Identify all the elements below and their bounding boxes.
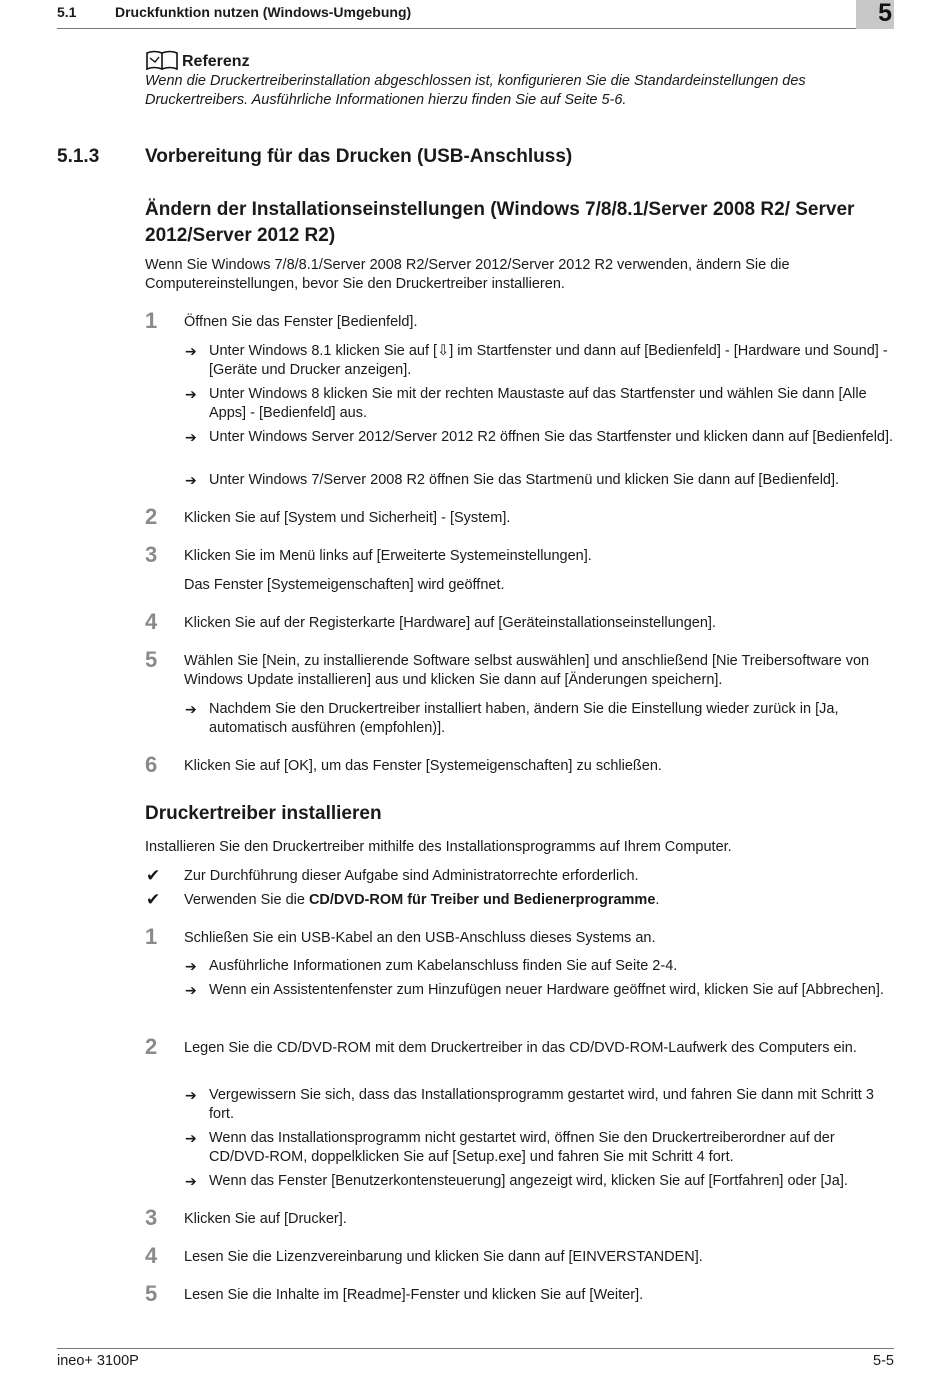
step-number: 5: [145, 1281, 158, 1306]
requirement-text: Zur Durchführung dieser Aufgabe sind Administratorrechte erforderlich.: [184, 868, 639, 884]
sub-step-text: Unter Windows Server 2012/Server 2012 R2 öffnen Sie das Startfenster und klicken dann auf [Bedienfeld].: [209, 429, 894, 445]
step-number: 1: [145, 924, 158, 949]
step-text: Klicken Sie im Menü links auf [Erweiterte Systemeinstellungen].: [184, 548, 592, 564]
reference-note: [145, 47, 885, 110]
step-text: Klicken Sie auf [OK], um das Fenster [Systemeigenschaften] zu schließen.: [184, 758, 662, 774]
subsection-title-install-driver: Druckertreiber installieren: [145, 803, 382, 824]
step-note: Das Fenster [Systemeigenschaften] wird geöffnet.: [184, 577, 505, 593]
sub-step-text: Unter Windows 8.1 klicken Sie auf [⇩] im Startfenster und dann auf [Bedienfeld] - [Hardware und Sound] - [Geräte und Drucker anzeigen].: [209, 343, 888, 378]
book-reference-icon: [145, 49, 181, 71]
step-text: Schließen Sie ein USB-Kabel an den USB-Anschluss dieses Systems an.: [184, 930, 656, 946]
requirement-text-bold: CD/DVD-ROM für Treiber und Bedienerprogramme: [308, 892, 656, 908]
arrow-icon: ➔: [185, 982, 197, 998]
section-title: Vorbereitung für das Drucken (USB-Anschluss): [145, 146, 573, 167]
step-number: 2: [145, 504, 158, 529]
sub-step-text: Wenn das Installationsprogramm nicht gestartet wird, öffnen Sie den Druckertreiberordner auf der CD/DVD-ROM, doppelklicken Sie auf [Setup.exe] und fahren Sie mit Schritt 4 fort.: [209, 1130, 835, 1165]
step-number: 6: [145, 752, 158, 777]
subsection-title-installation-settings: Ändern der Installationseinstellungen (Windows 7/8/8.1/Server 2008 R2/ Server 2012/Server 2012 R2): [145, 199, 855, 246]
sub-step-text: Unter Windows 8 klicken Sie mit der rechten Maustaste auf das Startfenster und wählen Sie dann [Alle Apps] - [Bedienfeld] aus.: [209, 386, 867, 421]
sub-step-text: Wenn das Fenster [Benutzerkontensteuerung] angezeigt wird, klicken Sie auf [Fortfahren] oder [Ja].: [209, 1173, 848, 1189]
intro-paragraph: Wenn Sie Windows 7/8/8.1/Server 2008 R2/Server 2012/Server 2012 R2 verwenden, ändern Sie die Computereinstellungen, bevor Sie den Druckertreiber installieren.: [145, 257, 790, 292]
arrow-icon: ➔: [185, 701, 197, 717]
sub-step-text: Vergewissern Sie sich, dass das Installationsprogramm gestartet wird, und fahren Sie dann mit Schritt 3 fort.: [209, 1087, 874, 1122]
step-text: Wählen Sie [Nein, zu installierende Software selbst auswählen] und anschließend [Nie Treibersoftware von Windows Update installieren] aus und klicken Sie dann auf [Änderungen speichern].: [184, 653, 870, 688]
step-text: Legen Sie die CD/DVD-ROM mit dem Druckertreiber in das CD/DVD-ROM-Laufwerk des Computers ein.: [184, 1040, 857, 1056]
header-section-number: 5.1: [57, 4, 77, 20]
sub-step-text: Unter Windows 7/Server 2008 R2 öffnen Sie das Startmenü und klicken Sie dann auf [Bedienfeld].: [209, 472, 840, 488]
checkmark-icon: ✔: [146, 890, 161, 909]
sub-step-text: Wenn ein Assistentenfenster zum Hinzufügen neuer Hardware geöffnet wird, klicken Sie auf [Abbrechen].: [209, 982, 884, 998]
page-footer: [57, 1348, 894, 1369]
step-number: 1: [145, 308, 158, 333]
step-number: 2: [145, 1034, 158, 1059]
chapter-tab: [856, 0, 894, 29]
step-text: Lesen Sie die Lizenzvereinbarung und klicken Sie dann auf [EINVERSTANDEN].: [184, 1249, 703, 1265]
step-number: 3: [145, 542, 158, 567]
requirement-text: [184, 891, 894, 910]
step-text: Klicken Sie auf [System und Sicherheit] - [System].: [184, 510, 511, 526]
step-text: Öffnen Sie das Fenster [Bedienfeld].: [184, 314, 418, 330]
arrow-icon: ➔: [185, 1087, 197, 1103]
arrow-icon: ➔: [185, 1130, 197, 1146]
intro-paragraph: Installieren Sie den Druckertreiber mithilfe des Installationsprogramms auf Ihrem Computer.: [145, 839, 732, 855]
reference-text: Wenn die Druckertreiberinstallation abgeschlossen ist, konfigurieren Sie die Standardeinstellungen des Druckertreibers. Ausführliche Informationen hierzu finden Sie auf Seite 5-6.: [145, 73, 806, 108]
requirement-text-pre: Verwenden Sie die: [184, 892, 309, 908]
page-header: [57, 0, 894, 29]
checkmark-icon: ✔: [146, 866, 161, 885]
arrow-icon: ➔: [185, 386, 197, 402]
product-name: ineo+ 3100P: [57, 1353, 139, 1369]
step-number: 4: [145, 1243, 158, 1268]
step-text: Klicken Sie auf [Drucker].: [184, 1211, 347, 1227]
chapter-number: 5: [878, 0, 892, 27]
step-text: Klicken Sie auf der Registerkarte [Hardware] auf [Geräteinstallationseinstellungen].: [184, 615, 716, 631]
reference-label: Referenz: [182, 53, 250, 70]
sub-step-text: Ausführliche Informationen zum Kabelanschluss finden Sie auf Seite 2-4.: [209, 958, 678, 974]
arrow-icon: ➔: [185, 958, 197, 974]
step-number: 4: [145, 609, 158, 634]
step-text: Lesen Sie die Inhalte im [Readme]-Fenster und klicken Sie auf [Weiter].: [184, 1287, 644, 1303]
sub-step-text: Nachdem Sie den Druckertreiber installiert haben, ändern Sie die Einstellung wieder zurück in [Ja, automatisch ausführen (empfohlen)].: [209, 701, 839, 736]
header-section-title: Druckfunktion nutzen (Windows-Umgebung): [115, 4, 412, 20]
requirement-text-post: .: [655, 892, 660, 908]
arrow-icon: ➔: [185, 1173, 197, 1189]
step-number: 5: [145, 647, 158, 672]
arrow-icon: ➔: [185, 343, 197, 359]
arrow-icon: ➔: [185, 429, 197, 445]
arrow-icon: ➔: [185, 472, 197, 488]
step-number: 3: [145, 1205, 158, 1230]
section-number: 5.1.3: [57, 146, 100, 167]
page-number: 5-5: [873, 1353, 894, 1369]
